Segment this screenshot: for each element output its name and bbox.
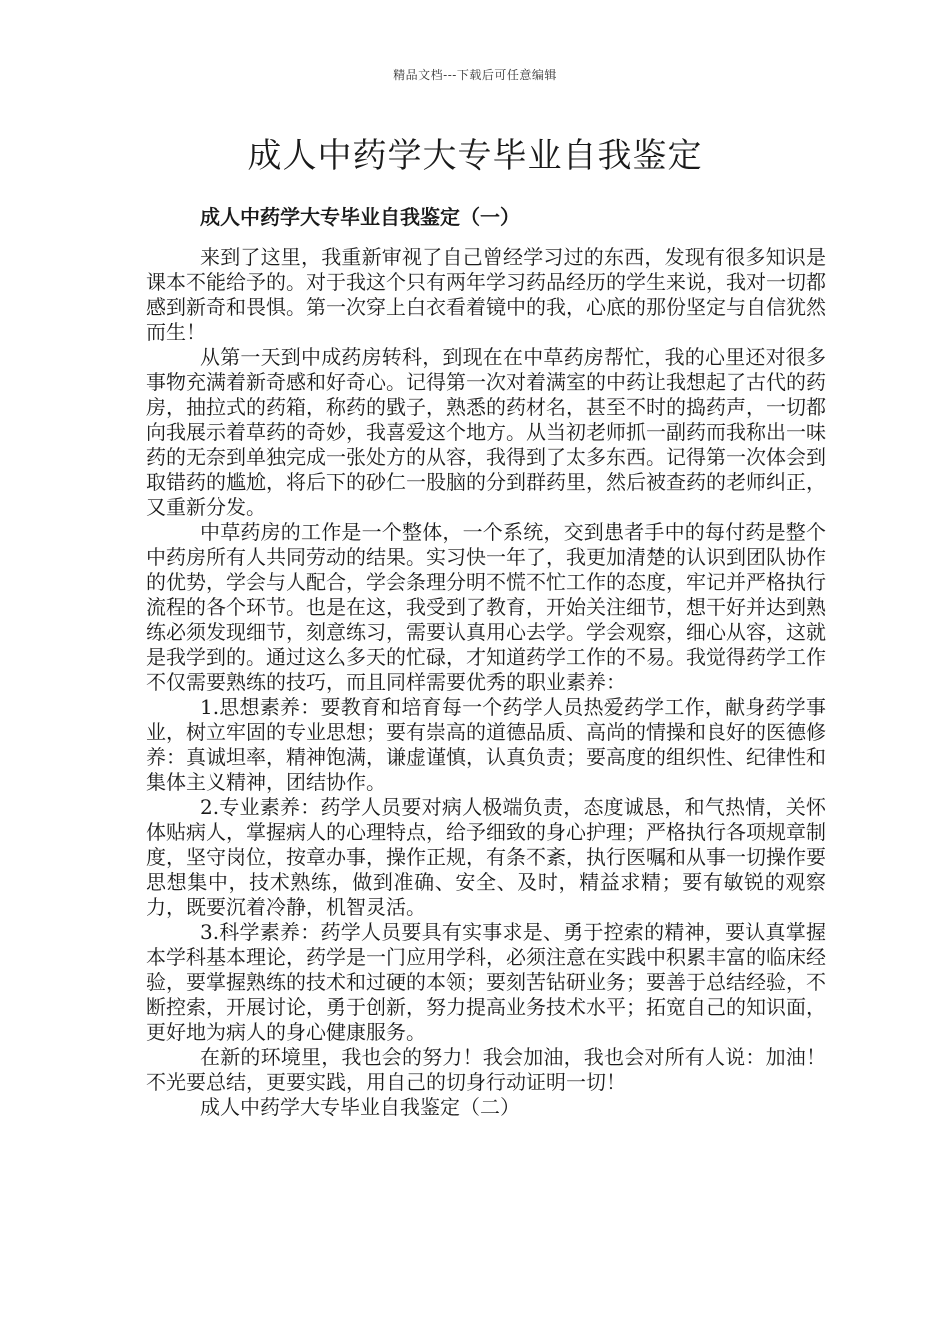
- section-heading-2: 成人中药学大专毕业自我鉴定（二）: [200, 1095, 520, 1119]
- paragraph-teamwork: 中草药房的工作是一个整体，一个系统，交到患者手中的每付药是整个中药房所有人共同劳动的结果。实习快一年了，我更加清楚的认识到团队协作的优势，学会与人配合，学会条理分明不慌不忙工作的态度，牢记并严格执行流程的各个环节。也是在这，我受到了教育，开始关注细节，想干好并达到熟练必须发现细节，刻意练习，需要认真用心去学。学会观察，细心从容，这就是我学到的。通过这么多天的忙碌，才知道药学工作的不易。我觉得药学工作不仅需要熟练的技巧，而且同样需要优秀的职业素养：: [146, 520, 826, 694]
- paragraph-intro: 来到了这里，我重新审视了自己曾经学习过的东西，发现有很多知识是课本不能给予的。对于我这个只有两年学习药品经历的学生来说，我对一切都感到新奇和畏惧。第一次穿上白衣看着镜中的我，心底的那份坚定与自信犹然而生！: [146, 245, 826, 344]
- paragraph-pharmacy: 从第一天到中成药房转科，到现在在中草药房帮忙，我的心里还对很多事物充满着新奇感和好奇心。记得第一次对着满室的中药让我想起了古代的药房，抽拉式的药箱，称药的戥子，熟悉的药材名，甚至不时的捣药声，一切都向我展示着草药的奇妙，我喜爱这个地方。从当初老师抓一副药而我称出一味药的无奈到单独完成一张处方的从容，我得到了太多东西。记得第一次体会到取错药的尴尬，将后下的砂仁一股脑的分到群药里，然后被查药的老师纠正，又重新分发。: [146, 345, 826, 519]
- paragraph-professional: 2.专业素养：药学人员要对病人极端负责，态度诚恳，和气热情，关怀体贴病人，掌握病人的心理特点，给予细致的身心护理；严格执行各项规章制度，坚守岗位，按章办事，操作正规，有条不紊，执行医嘱和从事一切操作要思想集中，技术熟练，做到准确、安全、及时，精益求精；要有敏锐的观察力，既要沉着冷静，机智灵活。: [146, 795, 826, 919]
- document-body: [146, 245, 826, 1120]
- header-note: 精品文档---下载后可任意编辑: [393, 68, 557, 82]
- paragraph-scientific: 3.科学素养：药学人员要具有实事求是、勇于控索的精神，要认真掌握本学科基本理论，药学是一门应用学科，必须注意在实践中积累丰富的临床经验，要掌握熟练的技术和过硬的本领；要刻苦钻研业务；要善于总结经验，不断控索，开展讨论，勇于创新，努力提高业务技术水平；拓宽自己的知识面，更好地为病人的身心健康服务。: [146, 920, 826, 1044]
- paragraph-ideological: 1.思想素养：要教育和培育每一个药学人员热爱药学工作，献身药学事业，树立牢固的专业思想；要有崇高的道德品质、高尚的情操和良好的医德修养：真诚坦率，精神饱满，谦虚谨慎，认真负责；要高度的组织性、纪律性和集体主义精神，团结协作。: [146, 695, 826, 794]
- paragraph-closing: 在新的环境里，我也会的努力！我会加油，我也会对所有人说：加油！不光要总结，更要实践，用自己的切身行动证明一切！: [146, 1045, 826, 1094]
- document-title: 成人中药学大专毕业自我鉴定: [247, 136, 703, 176]
- section-heading-1: 成人中药学大专毕业自我鉴定（一）: [200, 205, 520, 229]
